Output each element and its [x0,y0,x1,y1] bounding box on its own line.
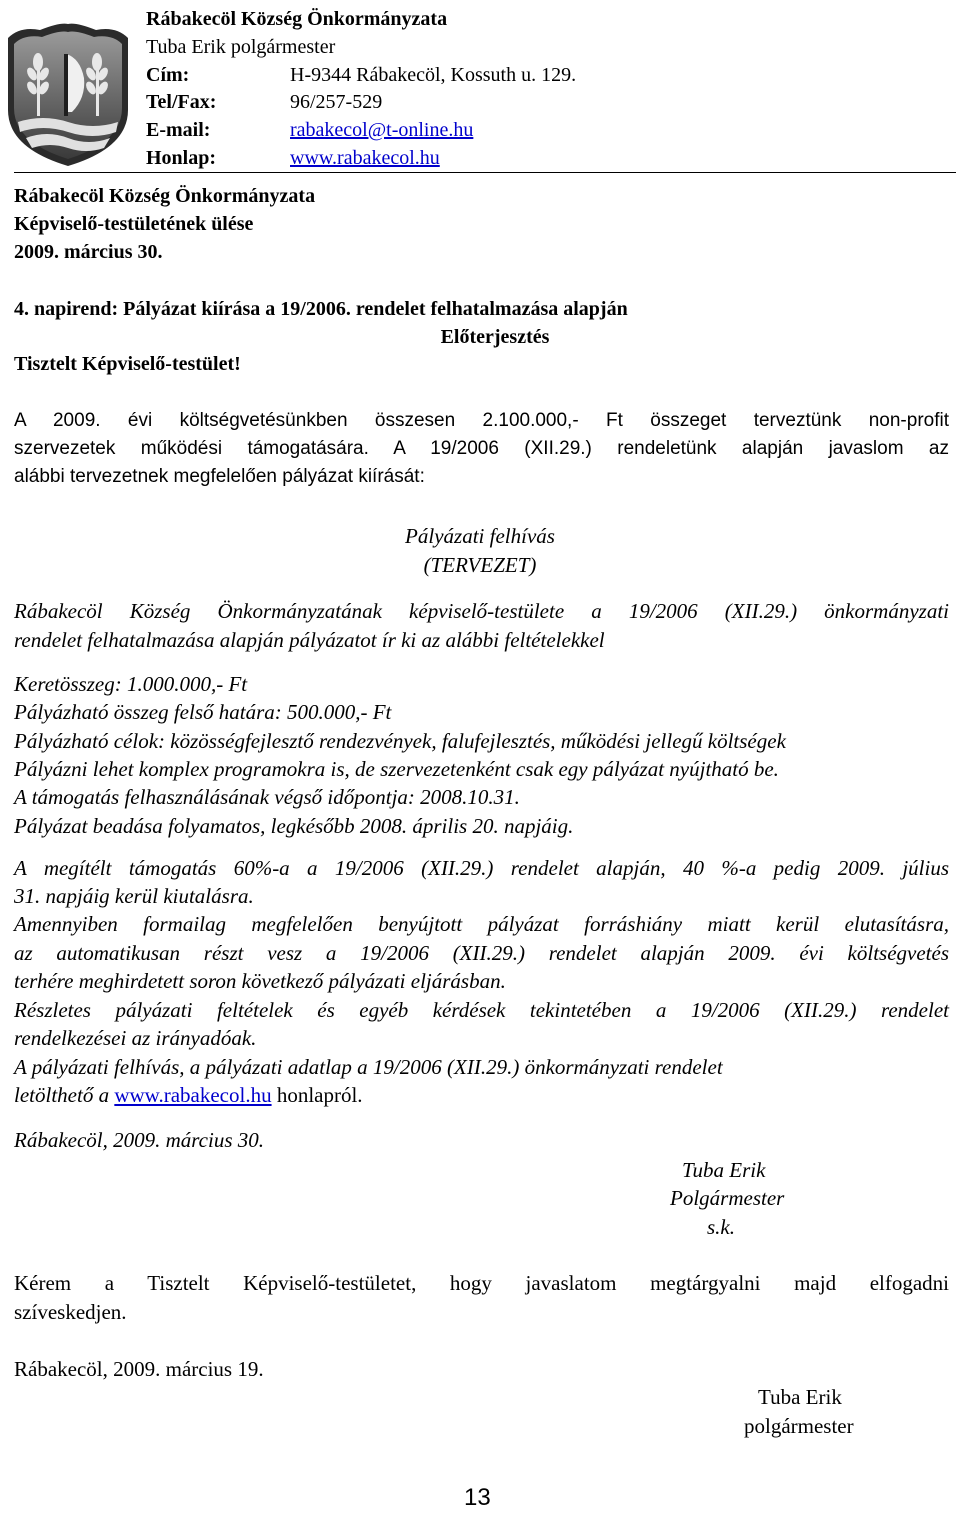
call-place-date: Rábakecöl, 2009. március 30. [14,1128,265,1152]
use-deadline: A támogatás felhasználásának végső időpontja: 2008.10.31. [14,785,520,809]
coat-of-arms-icon [0,20,135,168]
closing-sign-title: polgármester [744,1414,854,1438]
web-link[interactable]: www.rabakecol.hu [290,147,440,169]
closing-place-date: Rábakecöl, 2009. március 19. [14,1357,264,1381]
call-sign-title: Polgármester [670,1186,785,1210]
download-line-1: A pályázati felhívás, a pályázati adatlap a 19/2006 (XII.29.) önkormányzati rendelet [14,1055,723,1079]
agenda-item: 4. napirend: Pályázat kiírása a 19/2006. rendelet felhatalmazása alapján [14,298,628,320]
submission-deadline: Pályázat beadása folyamatos, legkésőbb 2008. április 20. napjáig. [14,814,574,838]
page-number: 13 [464,1484,491,1511]
details-line-1: Részletes pályázati feltételek és egyéb kérdések tekintetében a 19/2006 (XII.29.) rendelet [14,998,949,1022]
intro-line-1: A 2009. évi költségvetésünkben összesen 2.100.000,- Ft összeget terveztünk non-profit [14,410,949,431]
agenda-subtitle: Előterjesztés [440,326,550,348]
download-suffix: honlapról. [276,1083,363,1107]
call-sign-note: s.k. [707,1215,735,1239]
meeting-line-2: Képviselő-testületének ülése [14,213,254,235]
meeting-date: 2009. március 30. [14,241,163,263]
download-prefix: letölthető a [14,1083,110,1107]
complex-programs: Pályázni lehet komplex programokra is, de szervezetenként csak egy pályázat nyújtható be. [14,757,779,781]
goals: Pályázható célok: közösségfejlesztő rendezvények, falufejlesztés, működési jellegű költségek [14,729,786,753]
phone-value: 96/257-529 [290,91,383,113]
max-amount: Pályázható összeg felső határa: 500.000,- Ft [14,700,392,724]
website-link[interactable]: www.rabakecol.hu [114,1083,272,1107]
org-name: Rábakecöl Község Önkormányzata [146,8,448,30]
salutation: Tisztelt Képviselő-testület! [14,353,241,375]
payout-line-1: A megítélt támogatás 60%-a a 19/2006 (XII.29.) rendelet alapján, 40 %-a pedig 2009. július [14,856,949,880]
email-label: E-mail: [146,119,211,141]
meeting-line-1: Rábakecöl Község Önkormányzata [14,185,316,207]
rejected-line-3: terhére meghirdetett soron következő pályázati eljárásban. [14,969,506,993]
phone-label: Tel/Fax: [146,91,217,113]
call-draft: (TERVEZET) [423,553,537,577]
call-p1-line-2: rendelet felhatalmazása alapján pályázatot ír ki az alábbi feltételekkel [14,628,605,652]
closing-line-2: szíveskedjen. [14,1300,127,1324]
closing-line-1: Kérem a Tisztelt Képviselő-testületet, hogy javaslatom megtárgyalni majd elfogadni [14,1271,949,1295]
payout-line-2: 31. napjáig kerül kiutalásra. [14,884,254,908]
budget: Keretösszeg: 1.000.000,- Ft [14,672,248,696]
rejected-line-1: Amennyiben formailag megfelelően benyújtott pályázat forráshiány miatt kerül elutasításra, [14,912,949,936]
call-title: Pályázati felhívás [405,524,555,548]
call-p1-line-1: Rábakecöl Község Önkormányzatának képviselő-testülete a 19/2006 (XII.29.) önkormányzati [14,599,949,623]
rejected-line-2: az automatikusan részt vesz a 19/2006 (XII.29.) rendelet alapján 2009. évi költségvetés [14,941,949,965]
web-label: Honlap: [146,147,217,169]
address-label: Cím: [146,64,190,86]
mayor-line: Tuba Erik polgármester [146,36,336,58]
closing-sign-name: Tuba Erik [758,1385,842,1409]
address-value: H-9344 Rábakecöl, Kossuth u. 129. [290,64,577,86]
intro-line-3: alábbi tervezetnek megfelelően pályázat kiírását: [14,466,425,487]
download-line-2 [14,1081,363,1110]
call-sign-name: Tuba Erik [682,1158,766,1182]
details-line-2: rendelkezései az irányadóak. [14,1026,257,1050]
header-divider [14,172,956,173]
email-link[interactable]: rabakecol@t-online.hu [290,119,474,141]
intro-line-2: szervezetek működési támogatására. A 19/2006 (XII.29.) rendeletünk alapján javaslom az [14,438,949,459]
